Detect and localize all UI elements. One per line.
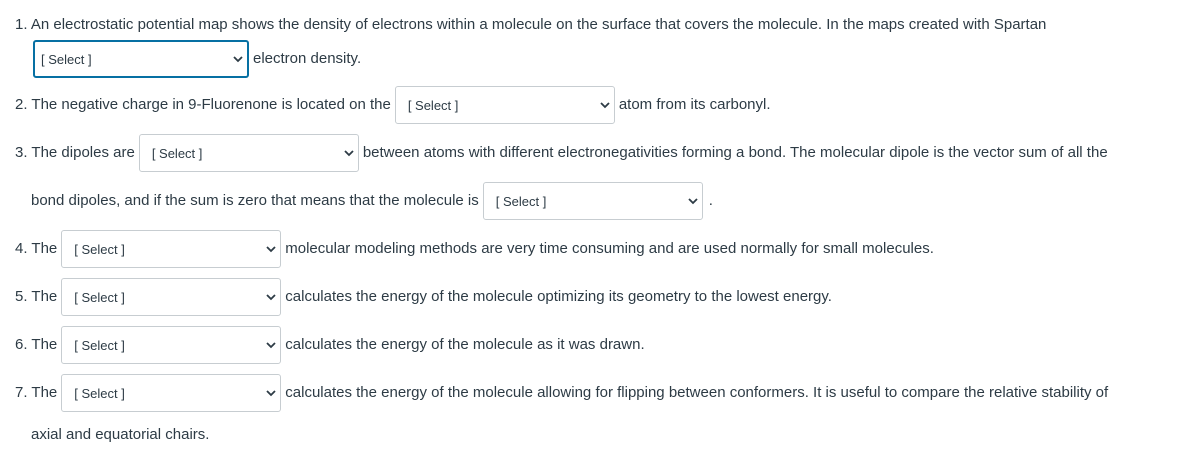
question-2-text: 2. The negative charge in 9-Fluorenone is located on the	[15, 96, 391, 113]
question-7-continued	[31, 424, 1189, 446]
question-3-select[interactable]	[139, 134, 359, 172]
question-5-select[interactable]	[61, 278, 281, 316]
question-4-text: 4. The	[15, 240, 58, 257]
question-7-text-end: calculates the energy of the molecule allowing for flipping between conformers. It is useful to compare the relative stability of	[285, 384, 1109, 401]
chevron-down-icon	[233, 54, 243, 64]
question-1-text: 1. An electrostatic potential map shows the density of electrons within a molecule on the surface that covers the molecule. In the maps created with Spartan	[15, 16, 1047, 33]
question-3-text-middle: between atoms with different electronegativities forming a bond. The molecular dipole is the vector sum of all the	[362, 144, 1108, 161]
question-3	[15, 134, 1189, 172]
question-4-select[interactable]	[61, 230, 281, 268]
question-6-text: 6. The	[15, 336, 58, 353]
question-1-select[interactable]	[33, 40, 249, 78]
question-7-select[interactable]	[61, 374, 281, 412]
question-3-text: 3. The dipoles are	[15, 144, 135, 161]
question-6-select[interactable]	[61, 326, 281, 364]
question-3-select-2[interactable]	[483, 182, 703, 220]
question-4	[15, 230, 1189, 268]
question-1-continued	[33, 40, 1189, 78]
question-2	[15, 86, 1189, 124]
question-4-text-end: molecular modeling methods are very time consuming and are used normally for small molecules.	[285, 240, 934, 257]
question-5-text-end: calculates the energy of the molecule optimizing its geometry to the lowest energy.	[285, 288, 832, 305]
chevron-down-icon	[600, 100, 610, 110]
question-3-period: .	[708, 192, 713, 209]
question-6	[15, 326, 1189, 364]
chevron-down-icon	[344, 148, 354, 158]
chevron-down-icon	[266, 388, 276, 398]
question-7-text-2: axial and equatorial chairs.	[31, 426, 210, 443]
question-5-text: 5. The	[15, 288, 58, 305]
question-4-select-value: [ Select ]	[74, 241, 125, 257]
question-6-text-end: calculates the energy of the molecule as it was drawn.	[285, 336, 645, 353]
question-5	[15, 278, 1189, 316]
question-3-text-2: bond dipoles, and if the sum is zero that means that the molecule is	[31, 192, 479, 209]
question-2-select-value: [ Select ]	[407, 97, 459, 113]
chevron-down-icon	[266, 244, 276, 254]
question-7	[15, 374, 1189, 412]
question-1-select-value: [ Select ]	[41, 51, 92, 67]
chevron-down-icon	[266, 292, 276, 302]
question-1-text-end: electron density.	[253, 50, 362, 67]
question-5-select-value: [ Select ]	[74, 289, 125, 305]
question-7-text: 7. The	[15, 384, 58, 401]
question-2-select[interactable]	[395, 86, 615, 124]
question-7-select-value: [ Select ]	[74, 385, 125, 401]
question-3-select-value: [ Select ]	[151, 145, 203, 161]
question-2-text-end: atom from its carbonyl.	[618, 96, 771, 113]
question-3-select-2-value: [ Select ]	[495, 193, 547, 209]
question-1	[15, 14, 1189, 36]
chevron-down-icon	[688, 196, 698, 206]
question-6-select-value: [ Select ]	[74, 337, 125, 353]
chevron-down-icon	[266, 340, 276, 350]
question-3-continued	[31, 182, 1189, 220]
